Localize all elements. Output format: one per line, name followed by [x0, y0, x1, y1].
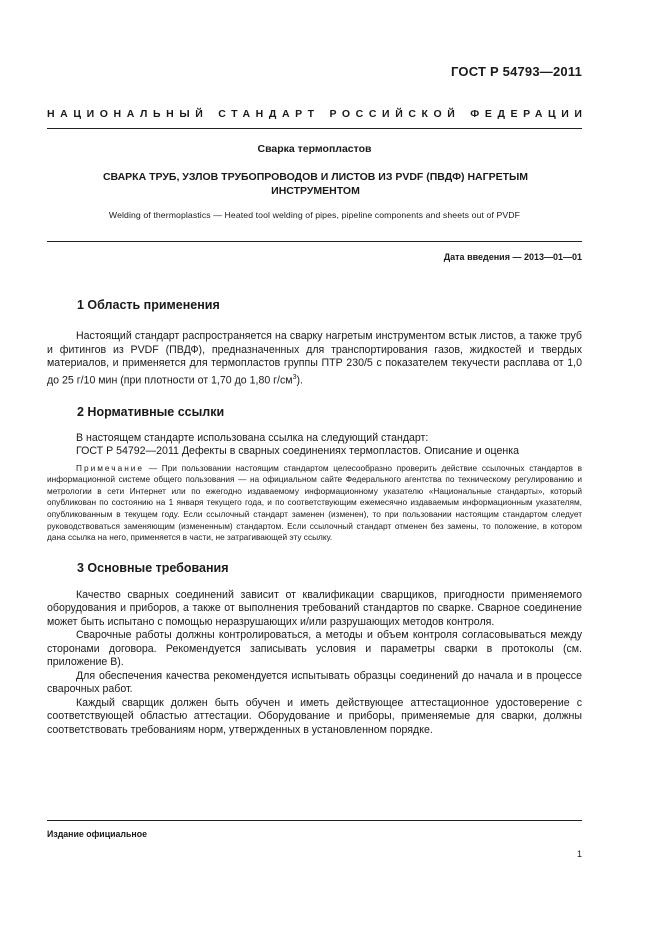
paragraph-text: Настоящий стандарт распространяется на сварку нагретым инструментом встык листов, а также труб и фитингов из PVDF (ПВДФ), предназначенных для транспортирования газов, жидкостей и твердых материалов, и применяется для термопластов группы ПТР 230/5 с показателем текучести расплава от 1,0 до 25 г/10 мин (при плотности от 1,70 до 1,80 г/см	[47, 330, 582, 387]
footer-divider	[47, 820, 582, 821]
document-code: ГОСТ Р 54793—2011	[451, 64, 582, 79]
section-heading: 2 Нормативные ссылки	[77, 404, 225, 419]
banner-word: ФЕДЕРАЦИИ	[470, 108, 588, 120]
banner-word: СТАНДАРТ	[218, 108, 320, 120]
banner-word: НАЦИОНАЛЬНЫЙ	[47, 108, 209, 120]
paragraph: Для обеспечения качества рекомендуется испытывать образцы соединений до начала и в процессе сварочных работ.	[47, 669, 582, 696]
title-divider	[47, 241, 582, 242]
banner-word: РОССИЙСКОЙ	[329, 108, 461, 120]
document-subject: Сварка термопластов	[257, 143, 372, 155]
superscript: 3	[292, 373, 297, 381]
paragraph: Качество сварных соединений зависит от квалификации сварщиков, пригодности применяемого оборудования и приборов, а также от выполнения требований стандартов по сварке. Сварное соединение может быть испытано с помощью неразрушающих и/или разрушающих методов контроля.	[47, 588, 582, 628]
note-label: Примечание	[76, 462, 145, 473]
section-heading: 3 Основные требования	[77, 560, 229, 575]
paragraph: В настоящем стандарте использована ссылка на следующий стандарт:	[76, 431, 429, 444]
edition-label: Издание официальное	[47, 829, 147, 839]
note	[47, 463, 582, 544]
paragraph-text: ).	[296, 374, 303, 387]
document-title-english: Welding of thermoplastics — Heated tool welding of pipes, pipeline components and sheets out of PVDF	[108, 210, 521, 220]
page-number: 1	[576, 849, 582, 859]
document-title	[80, 170, 551, 198]
document-body	[47, 298, 582, 737]
national-standard-banner	[47, 108, 588, 120]
paragraph	[47, 330, 582, 388]
header-divider	[47, 128, 582, 129]
introduction-date: Дата введения — 2013—01—01	[443, 252, 582, 262]
note-text: — При пользовании настоящим стандартом целесообразно проверить действие ссылочных стандартов в информационной системе общего пользования — на официальном сайте Федерального агентства по техническому регулированию и метрологии в сети Интернет или по ежегодно издаваемому информационному указателю «Национальные стандарты», который опубликован по состоянию на 1 января текущего года, и по соответствующим ежемесячно издаваемым информационным указателям, опубликованным в текущем году. Если ссылочный стандарт заменен (изменен), то при пользовании настоящим стандартом следует руководствоваться заменяющим (измененным) стандартом. Если ссылочный стандарт отменен без замены, то положение, в котором дана ссылка на него, применяется в части, не затрагивающей эту ссылку.	[47, 462, 582, 543]
title-line: ИНСТРУМЕНТОМ	[271, 185, 360, 197]
paragraph: Сварочные работы должны контролироваться, а методы и объем контроля согласовываться между сторонами договора. Рекомендуется записывать условия и параметры сварки в протоколы (см. приложение В).	[47, 629, 582, 669]
paragraph: Каждый сварщик должен быть обучен и иметь действующее аттестационное удостоверение с соответствующей областью аттестации. Оборудование и приборы, применяемые для сварки, должны соответствовать требованиям норм, утвержденных в установленном порядке.	[47, 696, 582, 736]
section-heading: 1 Область применения	[77, 298, 220, 312]
title-line: СВАРКА ТРУБ, УЗЛОВ ТРУБОПРОВОДОВ И ЛИСТОВ ИЗ PVDF (ПВДФ) НАГРЕТЫМ	[102, 171, 529, 183]
reference-item: ГОСТ Р 54792—2011 Дефекты в сварных соединениях термопластов. Описание и оценка	[76, 445, 519, 458]
